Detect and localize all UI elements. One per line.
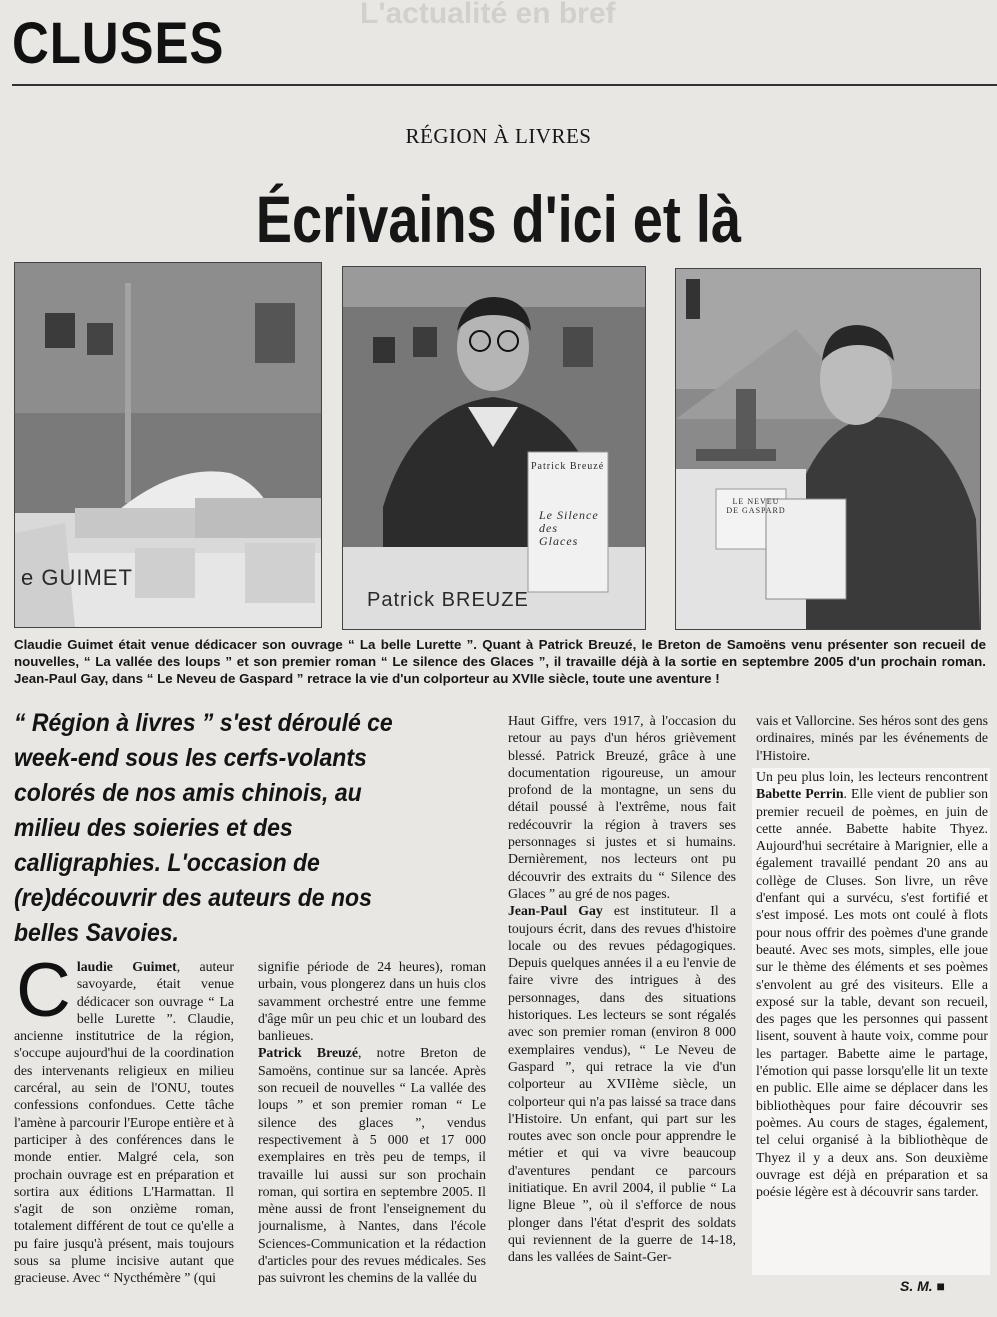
book-cover-title-gaspard: LE NEVEU DE GASPARD (726, 497, 786, 515)
masthead-divider (12, 84, 997, 86)
column-4-boxed-text-a: Un peu plus loin, les lecteurs rencontrent (756, 769, 988, 784)
nameplate-guimet: e GUIMET (21, 565, 133, 590)
drop-cap: C (16, 958, 71, 1033)
article-column-1 (14, 958, 234, 1314)
article-column-4 (756, 712, 988, 768)
author-name-breuze: Patrick Breuzé (258, 1045, 359, 1061)
column-3-text-b: est instituteur. Il a toujours écrit, dans des revues d'histoire locale ou des revues pédagogiques. Depuis quelques années il a eu l'envie de faire vivre des intrigues à des personnages, dans des situations historiques. Les lecteurs se sont régalés avec son premier roman (environ 8 000 exemplaires vendus), “ Le Neveu de Gaspard ”, qui retrace la vie d'un colporteur au XVIIème siècle, un colporteur qui n'a pas laissé sa trace dans l'Histoire. Un enfant, qui part sur les routes avec son oncle pour apprendre le métier et qui va vivre beaucoup d'aventures pendant ce parcours initiatique. En avril 2004, il publie “ La ligne Bleue ”, où il s'efforce de nous plonger dans l'état d'esprit des soldats qui reviennent de la guerre de 14-18, dans les vallées de Saint-Ger- (508, 903, 736, 1265)
column-4-text: vais et Vallorcine. Ses héros sont des gens ordinaires, minés par les événements de l'Histoire. (756, 713, 988, 763)
column-3-text-a: Haut Giffre, vers 1917, à l'occasion du retour au pays d'un héros grièvement blessé. Patrick Breuzé, grâce à une documentation rigoureuse, un amour profond de la montagne, un sens du détail poussé à l'extrême, nous fait redécouvrir la région à travers ses personnages si justes et si humains. Dernièrement, nos lecteurs ont pu découvrir des extraits du “ Silence des Glaces ” au gré de nos pages. (508, 713, 736, 901)
book-cover-author: Patrick Breuzé (531, 461, 605, 472)
book-cover-title: Le Silence des Glaces (539, 508, 599, 548)
author-name-gay: Jean-Paul Gay (508, 903, 603, 919)
author-signature: S. M. ■ (900, 1278, 946, 1294)
column-2-text-b: , notre Breton de Samoëns, continue sur sa lancée. Après son recueil de nouvelles “ La vallée des loups ” et son premier roman “ Le silence des glaces ”, vendus respectivement à 5 000 et 17 000 exemplaires en très peu de temps, il travaille lui aussi sur son prochain roman, qui sortira en septembre 2005. Il mène aussi de front l'enseignement du journalisme, à Nantes, dans l'école Sciences-Communication et la rédaction d'articles pour des revues médicales. Ses pas suivront les chemins de la vallée du (258, 1045, 486, 1286)
author-name-perrin: Babette Perrin (756, 786, 844, 802)
photo-patrick-breuze (342, 266, 646, 630)
article-kicker: RÉGION À LIVRES (405, 124, 592, 148)
section-title: CLUSES (12, 11, 225, 76)
photo-claudie-guimet (14, 262, 322, 628)
nameplate-breuze: Patrick BREUZE (367, 589, 529, 611)
article-column-2 (258, 958, 486, 1314)
article-lead: “ Région à livres ” s'est déroulé ce week-end sous les cerfs-volants colorés de nos amis chinois, au milieu des soieries et des calligraphies. L'occasion de (re)découvrir des auteurs de nos belles Savoies. (14, 709, 393, 947)
photo-jean-paul-gay (675, 268, 981, 630)
article-column-3 (508, 712, 736, 1314)
column-4-boxed-text-b: . Elle vient de publier son premier recueil de poèmes, en juin de cette année. Babette habite Thyez. Aujourd'hui secrétaire à Marignier, elle a également travaillé pendant 20 ans au collège de Cluses. Son livre, un rêve d'enfant qui a survécu, s'est fortifié et s'est imposé. Les mots ont coulé à flots pour nous offrir des poèmes d'une grande beauté. Avec ses mots, simples, elle joue sur le thème des éléments et ses poèmes s'envolent au gré des visiteurs. Elle a exposé sur la table, devant son recueil, des pages que les personnes qui passent lisent, souvent à haute voix, comme pour les partager. Babette aime le partage, l'émotion qui passe lorsqu'elle lit un texte en public. Elle aime se déplacer dans les bibliothèques pour faire découvrir ses poèmes. Au cours de stages, également, tel celui organisé à la bibliothèque de Thyez il y a deux ans. Son deuxième ouvrage est déjà en préparation et sa poésie légère est à découvrir sans tarder. (756, 786, 988, 1200)
author-name-guimet: laudie Guimet (76, 959, 177, 974)
column-1-text: , auteur savoyarde, était venue dédicacer son ouvrage “ La belle Lurette ”. Claudie, ancienne institutrice de la région, s'occupe aujourd'hui de la coordination des intervenants religieux en milieu carcéral, au sein de l'ONU, toutes confessions confondues. Cette tâche l'amène à parcourir l'Europe entière et à participer à des conférences dans le monde entier. Malgré cela, son prochain ouvrage est en préparation et sortira aux éditions L'Harmattan. Il s'agit de son onzième roman, totalement différent de tout ce qu'elle a pu faire jusqu'à présent, mais toujours sous sa plume incisive autant que gracieuse. Avec “ Nycthémère ” (qui (14, 959, 234, 1286)
photo-caption: Claudie Guimet était venue dédicacer son ouvrage “ La belle Lurette ”. Quant à Patrick Breuzé, le Breton de Samoëns venu présenter son recueil de nouvelles, “ La vallée des loups ” et son premier roman “ Le silence des Glaces ”, il travaille déjà à la sortie en septembre 2005 d'un prochain roman. Jean-Paul Gay, dans “ Le Neveu de Gaspard ” retrace la vie d'un colporteur au XVIIe siècle, toute une aventure ! (14, 637, 986, 686)
faded-adjacent-heading: L'actualité en bref (360, 0, 616, 28)
highlighted-paragraph (752, 768, 990, 1275)
article-headline: Écrivains d'ici et là (255, 182, 742, 256)
column-2-text-a: signifie période de 24 heures), roman urbain, vous plongerez dans un huis clos savamment orchestré entre une femme d'âge mûr un peu chic et un loubard des banlieues. (258, 959, 486, 1044)
